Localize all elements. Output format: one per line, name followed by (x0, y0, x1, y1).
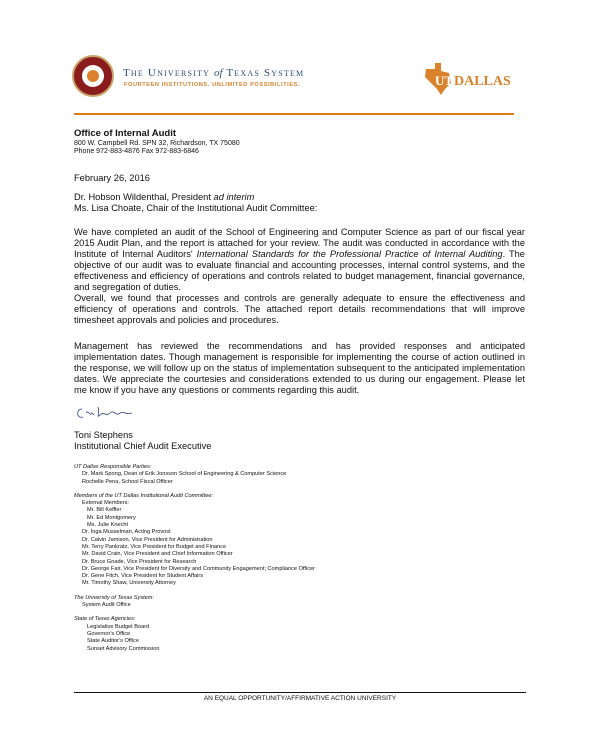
paragraph-3: Management has reviewed the recommendations and has provided responses and anticipated implementation dates. Though management is responsible for implementing the course of action outlined in the response, we will follow up on the status of implementation subsequent to the anticipated implementation dates. We appreciate the courtesies and considerations extended to us during our engagement. Please let me know if you have any questions or comments regarding this audit. (74, 341, 525, 395)
committee-member: Mr. David Crain, Vice President and Chief Information Officer (82, 551, 233, 558)
uts-item: System Audit Office (82, 602, 131, 609)
external-member: Ms. Julie Knecht (87, 522, 129, 529)
committee-member: Dr. George Fair, Vice President for Diversity and Community Engagement; Compliance Officer (82, 565, 315, 572)
state-agency: State Auditor's Office (87, 638, 139, 645)
uts-heading: The University of Texas System: (74, 594, 154, 601)
distribution-list (74, 464, 494, 653)
ut-system-tagline: FOURTEEN INSTITUTIONS. UNLIMITED POSSIBILITIES. (124, 82, 301, 88)
system-name-part: Texas System (222, 67, 305, 79)
committee-heading: Members of the UT Dallas Institutional Audit Committee: (74, 492, 214, 499)
state-agency: Sunset Advisory Commission (87, 645, 160, 652)
ut-dallas-logo (421, 61, 511, 95)
system-name-part: The University (123, 67, 215, 79)
office-address-block (74, 140, 240, 156)
p1-standards-title: International Standards for the Professional Practice of Internal Auditing (196, 249, 503, 259)
addressee-title-italic: ad interim (213, 192, 255, 202)
svg-text:UT: UT (435, 73, 454, 88)
letter-date: February 26, 2016 (74, 173, 150, 183)
office-address: 800 W. Campbell Rd. SPN 32, Richardson, TX 75080 (74, 140, 240, 147)
footer-rule (74, 692, 526, 693)
external-member: Mr. Bill Keffler (87, 507, 122, 514)
committee-member: Dr. Calvin Jamison, Vice President for Administration (82, 536, 213, 543)
state-agency: Governor's Office (87, 630, 131, 637)
footer-text: AN EQUAL OPPORTUNITY/AFFIRMATIVE ACTION UNIVERSITY (203, 695, 397, 702)
state-agency: Legislative Budget Board (87, 623, 150, 630)
committee-member: Mr. Timothy Shaw, University Attorney (82, 580, 176, 587)
addressee-2: Ms. Lisa Choate, Chair of the Institutional Audit Committee: (74, 203, 318, 213)
p1-text: . The objective of our audit was to evaluate financial and accounting processes, internal control systems, and the effectiveness and efficiency of operations and controls related to budget management, financial governance, and segregation of duties. (74, 249, 525, 292)
responsible-item: Dr. Mark Spong, Dean of Erik Jonsson School of Engineering & Computer Science (82, 471, 287, 478)
system-name-of: of (214, 67, 223, 79)
signature-block (74, 430, 211, 452)
signer-title: Institutional Chief Audit Executive (74, 441, 212, 451)
handwritten-signature (74, 403, 134, 423)
state-heading: State of Texas Agencies: (74, 616, 136, 623)
addressee-name: Dr. Hobson Wildenthal, President (74, 192, 214, 202)
responsible-item: Rochelle Pena, School Fiscal Officer (82, 478, 173, 485)
external-heading: External Members: (82, 500, 129, 507)
office-phone: Phone 972-883-4876 Fax 972-883-6846 (74, 148, 199, 155)
paragraph-2: Overall, we found that processes and controls are generally adequate to ensure the effectiveness and efficiency of operations and controls. The attached report details recommendations that will improve timesheet approvals and policies and procedures. (74, 293, 525, 325)
addressees (74, 192, 317, 214)
office-name: Office of Internal Audit (74, 128, 177, 139)
svg-text:DALLAS: DALLAS (454, 74, 511, 89)
p1-text: We have completed an audit of the School of Engineering and Computer Science as part of our fiscal year 2015 Audit Plan, and the report is attached for your review. The audit was conducted in accordance with the Institute of Internal Auditors' (74, 227, 525, 259)
paragraph-1 (74, 227, 525, 293)
committee-member: Dr. Gene Fitch, Vice President for Student Affairs (82, 573, 204, 580)
ut-system-seal-logo (72, 55, 114, 97)
committee-member: Mr. Terry Pankratz, Vice President for Budget and Finance (82, 543, 227, 550)
ut-system-name (123, 67, 304, 79)
committee-member: Dr. Inga Musselman, Acting Provost (82, 529, 171, 536)
addressee-1 (74, 192, 317, 203)
committee-member: Dr. Bruce Gnade, Vice President for Research (82, 558, 197, 565)
responsible-heading: UT Dallas Responsible Parties: (74, 464, 152, 470)
external-member: Mr. Ed Montgomery (87, 514, 136, 521)
header-rule (74, 113, 514, 115)
signer-name: Toni Stephens (74, 430, 133, 440)
